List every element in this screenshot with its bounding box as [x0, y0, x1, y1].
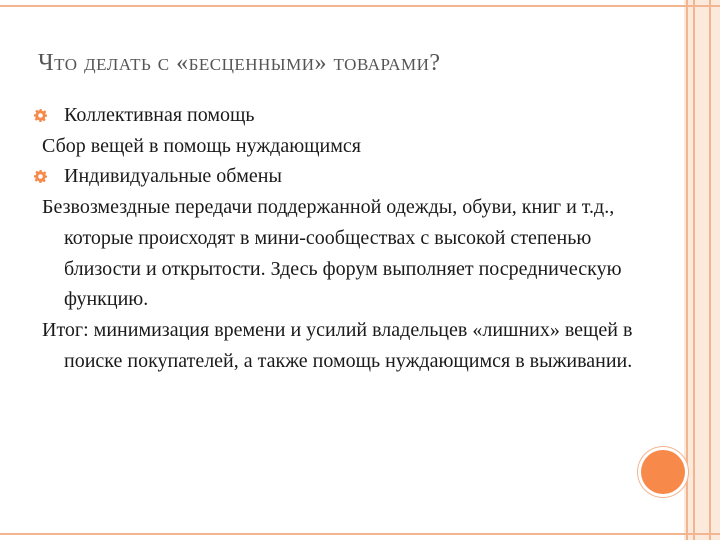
- slide-content: [42, 100, 642, 376]
- paragraph: Сбор вещей в помощь нуждающимся: [42, 134, 361, 157]
- decorative-vertical-line: [693, 0, 695, 540]
- bullet-item: [42, 100, 642, 131]
- paragraph: Безвозмездные передачи поддержанной одежды, обуви, книг и т.д., которые происходят в мини-сообществах с высокой степенью близости и открытости. Здесь форум выполняет посредническую функцию.: [42, 196, 622, 311]
- paragraph: Итог: минимизация времени и усилий владельцев «лишних» вещей в поиске покупателей, а также помощь нуждающимся в выживании.: [42, 318, 633, 372]
- decorative-circle: [641, 450, 685, 494]
- gear-icon: [34, 170, 47, 183]
- bullet-item: [42, 161, 642, 192]
- decorative-side-panel: [684, 0, 720, 540]
- bullet-text: Индивидуальные обмены: [64, 165, 282, 188]
- gear-icon: [34, 109, 47, 122]
- decorative-horizontal-line: [0, 533, 720, 535]
- decorative-vertical-line: [709, 0, 711, 540]
- slide-title: Что делать с «бесценными» товарами?: [38, 50, 441, 76]
- decorative-horizontal-line: [0, 5, 720, 7]
- bullet-text: Коллективная помощь: [64, 104, 255, 126]
- decorative-vertical-line: [686, 0, 688, 540]
